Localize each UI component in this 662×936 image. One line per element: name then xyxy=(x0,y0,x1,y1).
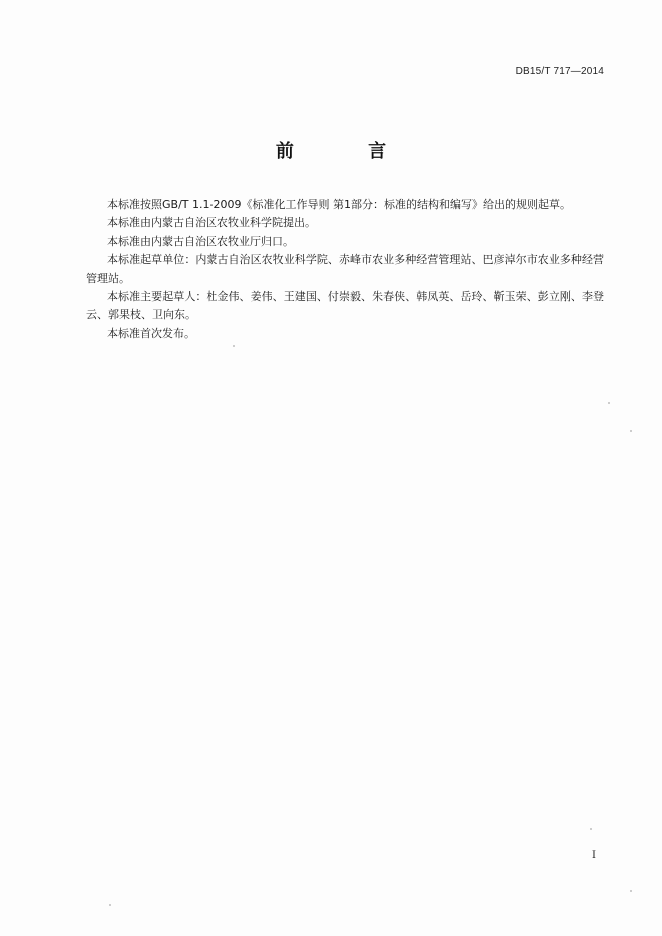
document-body xyxy=(86,196,604,343)
paragraph-first-release: 本标准首次发布。 xyxy=(107,326,195,340)
page-number: I xyxy=(592,850,596,861)
paragraph-drafting-rules: 本标准按照GB/T 1.1-2009《标准化工作导则 第1部分：标准的结构和编写》给出的规则起草。 xyxy=(107,198,571,211)
scan-speck xyxy=(630,890,632,892)
scan-speck xyxy=(109,904,111,906)
paragraph-drafting-units: 本标准起草单位：内蒙古自治区农牧业科学院、赤峰市农业多种经营管理站、巴彦淖尔市农业多种经营管理站。 xyxy=(86,253,604,285)
page-title: 前 言 xyxy=(275,141,421,162)
paragraph-drafters: 本标准主要起草人：杜金伟、姜伟、王建国、付崇毅、朱春侠、韩凤英、岳玲、靳玉荣、彭立刚、李登云、郭果枝、卫向东。 xyxy=(86,290,604,322)
standard-code: DB15/T 717—2014 xyxy=(515,66,604,77)
scan-speck xyxy=(590,828,592,830)
scan-speck xyxy=(233,345,235,347)
scan-speck xyxy=(608,402,610,404)
paragraph-proposer: 本标准由内蒙古自治区农牧业科学院提出。 xyxy=(107,216,316,230)
paragraph-administrator: 本标准由内蒙古自治区农牧业厅归口。 xyxy=(107,234,294,248)
scan-speck xyxy=(630,430,632,432)
